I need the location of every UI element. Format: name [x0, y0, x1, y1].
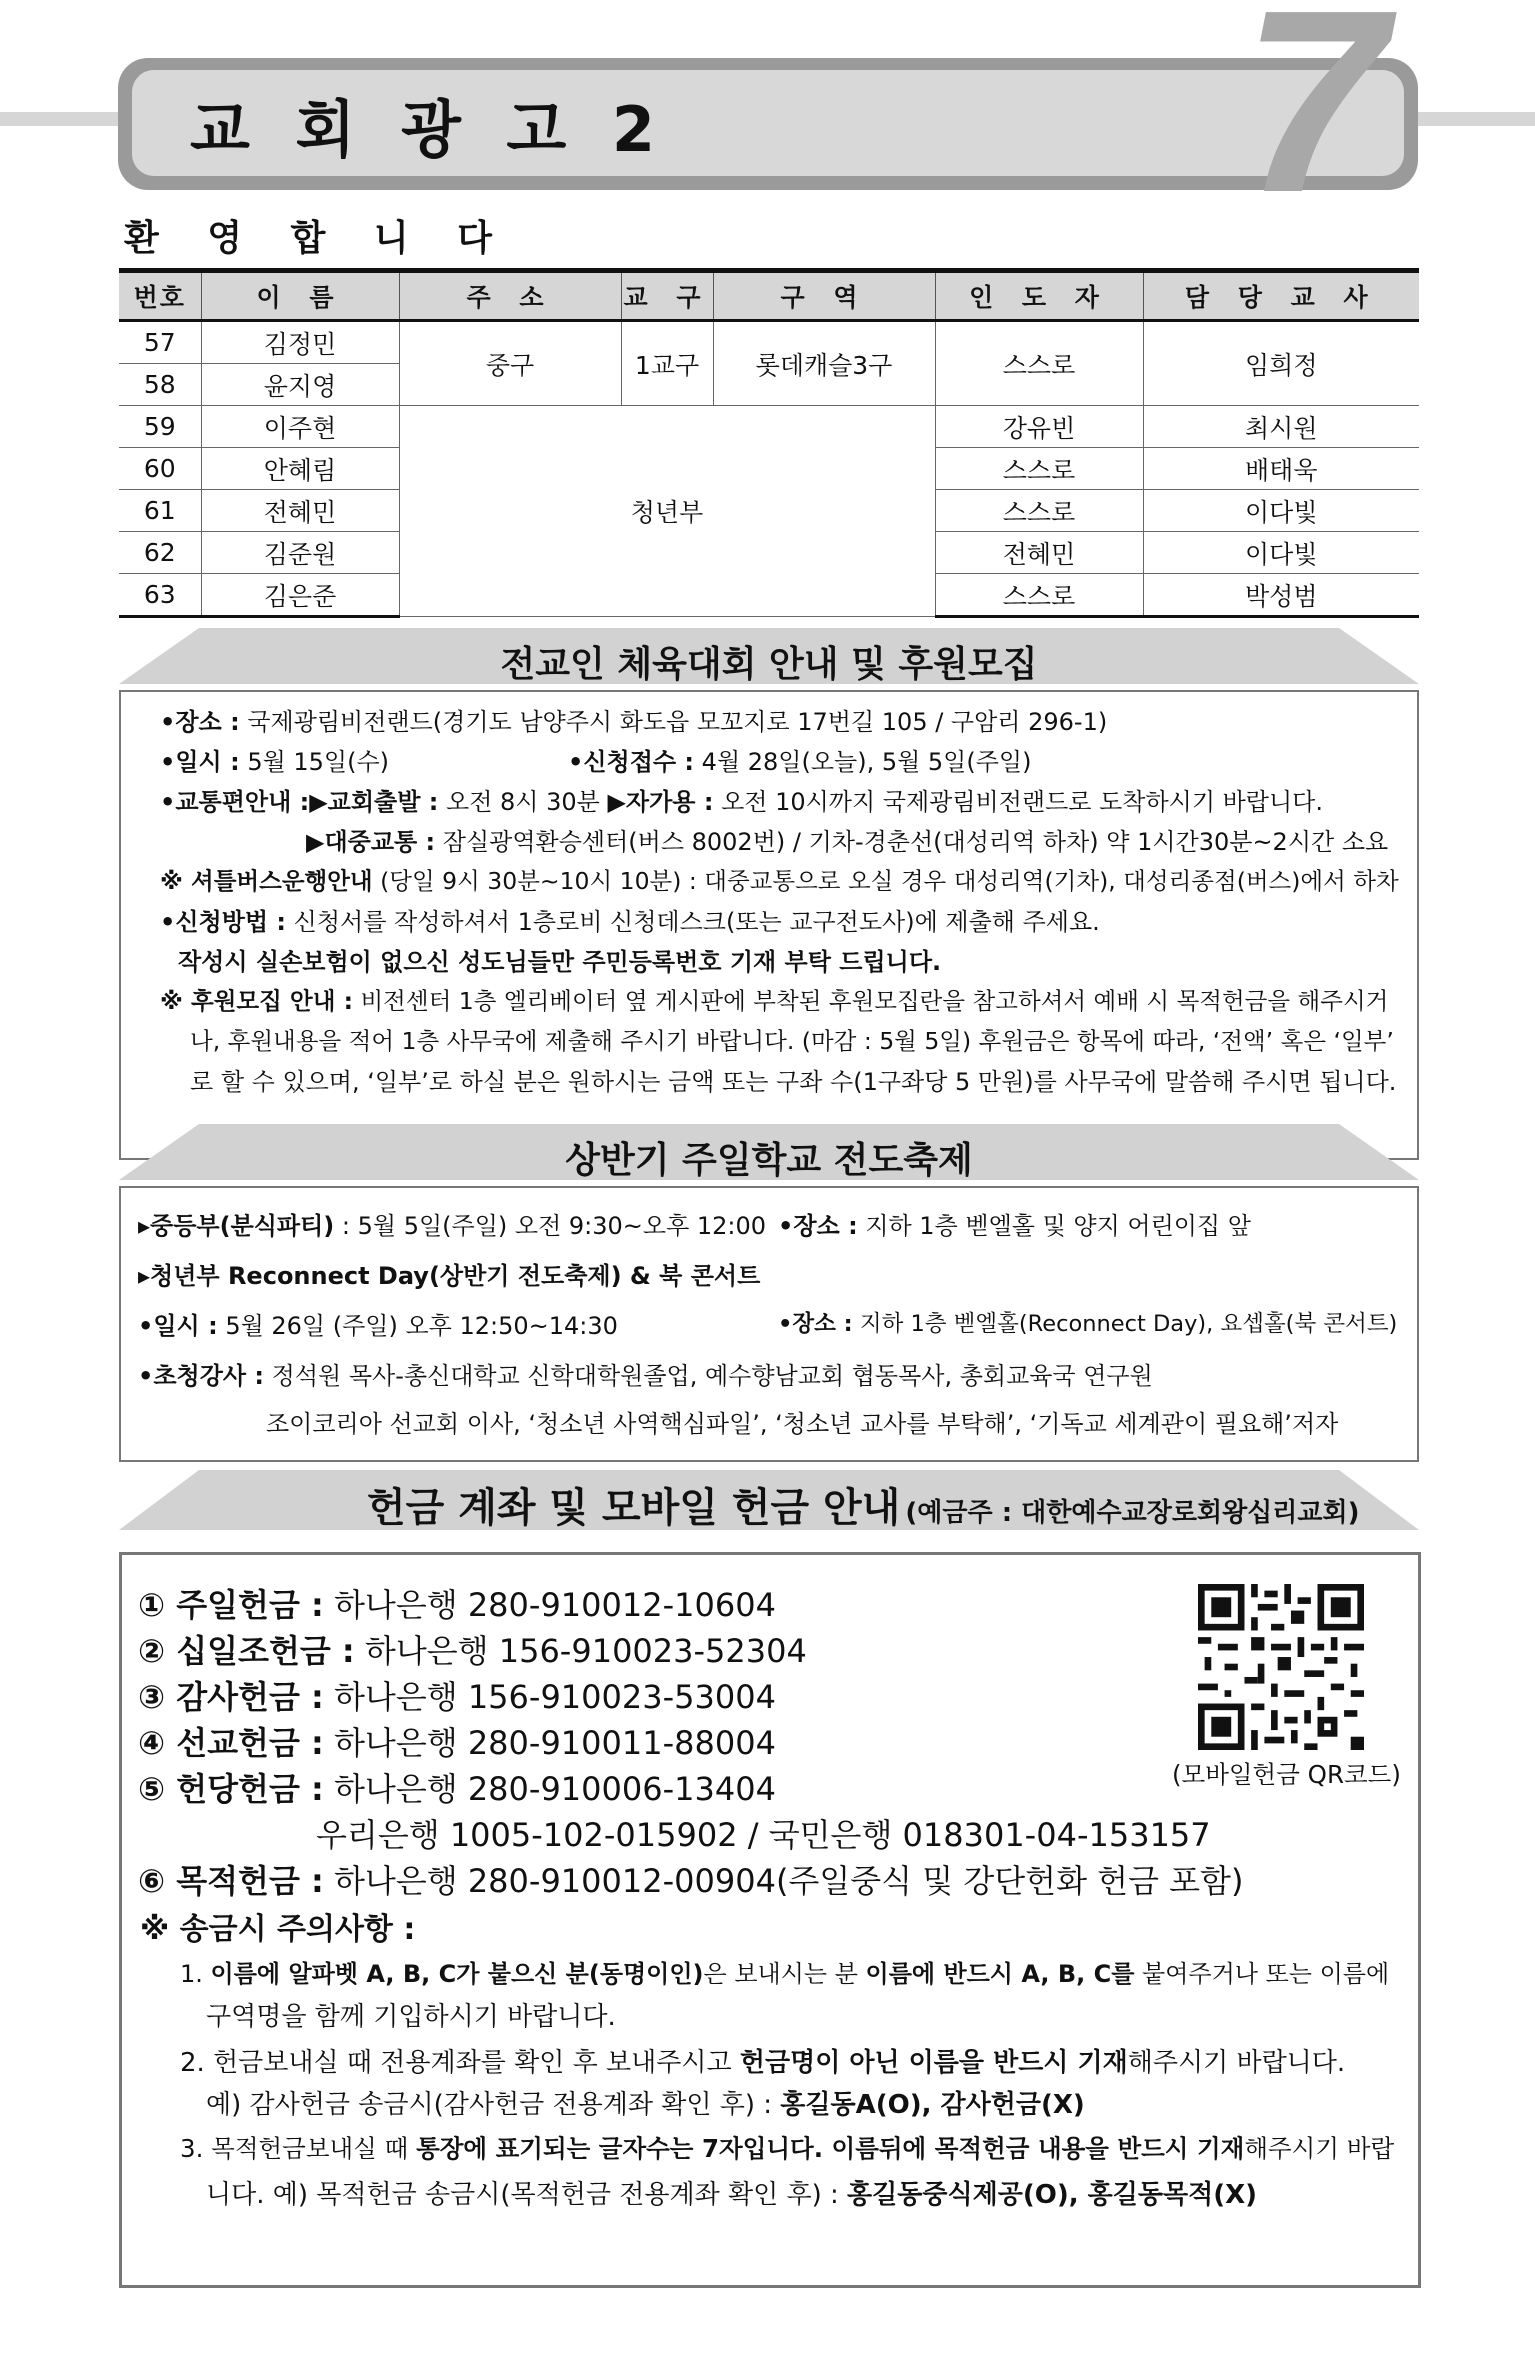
festival-middle — [138, 1206, 766, 1241]
festival-speaker-2: 조이코리아 선교회 이사, ‘청소년 사역핵심파일’, ‘청소년 교사를 부탁해’, ‘기독교 세계관이 필요해’저자 — [266, 1410, 1339, 1438]
col-header: 주 소 — [399, 271, 621, 321]
cell-name: 전혜민 — [201, 490, 399, 532]
value: 정석원 목사-총신대학교 신학대학원졸업, 예수향남교회 협동목사, 총회교육국 연구원 — [271, 1362, 1153, 1390]
cell-youth-group: 청년부 — [399, 406, 935, 617]
label: ② 십일조헌금 : — [138, 1632, 355, 1670]
value: 지하 1층 벧엘홀(Reconnect Day), 요셉홀(북 콘서트) — [859, 1311, 1398, 1337]
sports-donate — [160, 982, 1388, 1016]
value: 잠실광역환승센터(버스 8002번) / 기차-경춘선(대성리역 하차) 약 1시간30분~2시간 소요 — [442, 828, 1389, 856]
value: 하나은행 280-910011-88004 — [334, 1724, 776, 1762]
label: ※ 후원모집 안내 : — [160, 987, 353, 1015]
text: 해주시기 바랍 — [1244, 2134, 1395, 2163]
cell-teacher: 배태욱 — [1143, 448, 1419, 490]
offer-building-extra: 우리은행 1005-102-015902 / 국민은행 018301-04-153157 — [316, 1816, 1211, 1854]
text: 예) 감사헌금 송금시(감사헌금 전용계좌 확인 후) : — [206, 2090, 781, 2120]
cell-no: 61 — [119, 490, 201, 532]
cell-no: 59 — [119, 406, 201, 448]
cell-leader: 스스로 — [935, 448, 1143, 490]
notice-3-cont — [206, 2174, 1257, 2211]
label: ⑥ 목적헌금 : — [138, 1862, 324, 1900]
label: •일시 : — [138, 1312, 218, 1340]
qr-caption: (모바일헌금 QR코드) — [1172, 1760, 1401, 1789]
cell-leader: 전혜민 — [935, 532, 1143, 574]
offer-purpose — [138, 1856, 1243, 1902]
festival-title: 상반기 주일학교 전도축제 — [565, 1140, 973, 1181]
col-header: 인 도 자 — [935, 271, 1143, 321]
label: •신청접수 : — [568, 748, 695, 776]
offering-heading — [367, 1476, 1360, 1533]
cell-address: 중구 — [399, 321, 621, 406]
table-header-row — [119, 271, 1419, 321]
col-header: 교 구 — [621, 271, 713, 321]
value: : 5월 5일(주일) 오전 9:30~오후 12:00 — [341, 1212, 767, 1240]
sports-public — [306, 822, 1388, 857]
cell-no: 57 — [119, 321, 201, 364]
festival-date — [138, 1306, 618, 1341]
value: 5월 26일 (주일) 오후 12:50~14:30 — [225, 1312, 618, 1340]
festival-middle-place — [778, 1206, 1251, 1241]
sports-donate-2: 나, 후원내용을 적어 1층 사무국에 제출해 주시기 바랍니다. (마감 : 5월 5일) 후원금은 항목에 따라, ‘전액’ 혹은 ‘일부’ — [190, 1027, 1394, 1055]
cell-name: 김준원 — [201, 532, 399, 574]
notice-1-cont: 구역명을 함께 기입하시기 바랍니다. — [206, 2002, 616, 2032]
value: 하나은행 280-910012-00904(주일중식 및 강단헌화 헌금 포함) — [334, 1862, 1244, 1900]
offer-mission — [138, 1718, 776, 1764]
sports-donate-3: 로 할 수 있으며, ‘일부’로 하실 분은 원하시는 금액 또는 구좌 수(1구좌당 5 만원)를 사무국에 말씀해 주시면 됩니다. — [190, 1068, 1397, 1096]
notice-2-example — [206, 2084, 1085, 2121]
sports-place — [160, 702, 1107, 737]
cell-name: 김은준 — [201, 574, 399, 617]
label: ▸중등부(분식파티) — [138, 1212, 335, 1240]
value: 하나은행 280-910012-10604 — [334, 1586, 776, 1624]
col-header: 이 름 — [201, 271, 399, 321]
text: 은 보내시는 분 — [703, 1960, 866, 1988]
festival-banner — [119, 1124, 1419, 1180]
label: ① 주일헌금 : — [138, 1586, 324, 1624]
label: •교통편안내 : — [160, 788, 310, 816]
label: •장소 : — [160, 708, 240, 736]
value: 오전 8시 30분 — [446, 788, 600, 816]
sports-transport — [160, 782, 1323, 817]
cell-leader: 스스로 — [935, 574, 1143, 617]
label: ③ 감사헌금 : — [138, 1678, 324, 1716]
label: ▶대중교통 : — [306, 828, 436, 856]
value: 하나은행 156-910023-53004 — [334, 1678, 776, 1716]
sports-date — [160, 742, 389, 777]
notice-title: ※ 송금시 주의사항 : — [140, 1912, 416, 1947]
text-bold: 헌금명이 아닌 이름을 반드시 기재 — [739, 2048, 1128, 2078]
sports-title: 전교인 체육대회 안내 및 후원모집 — [500, 644, 1038, 685]
value: 5월 15일(수) — [247, 748, 390, 776]
value: 신청서를 작성하셔서 1층로비 신청데스크(또는 교구전도사)에 제출해 주세요. — [293, 908, 1100, 936]
cell-teacher: 임희정 — [1143, 321, 1419, 406]
label: ④ 선교헌금 : — [138, 1724, 324, 1762]
text: 니다. 예) 목적헌금 송금시(목적헌금 전용계좌 확인 후) : — [206, 2180, 848, 2210]
text: 1. — [180, 1960, 211, 1988]
text: 3. 목적헌금보내실 때 — [180, 2134, 417, 2163]
sports-method-note: 작성시 실손보험이 없으신 성도님들만 주민등록번호 기재 부탁 드립니다. — [178, 948, 942, 976]
value: 하나은행 280-910006-13404 — [334, 1770, 776, 1808]
notice-1 — [180, 1954, 1389, 1989]
page-title: 교 회 광 고 2 — [190, 93, 668, 166]
label: ▶교회출발 : — [309, 788, 439, 816]
text-bold: 홍길동중식제공(O), 홍길동목적(X) — [847, 2180, 1258, 2210]
festival-place — [778, 1306, 1397, 1338]
page-number: 7 — [1242, 0, 1387, 247]
cell-name: 이주현 — [201, 406, 399, 448]
value: 4월 28일(오늘), 5월 5일(주일) — [701, 748, 1032, 776]
text: 2. 헌금보내실 때 전용계좌를 확인 후 보내주시고 — [180, 2048, 740, 2078]
col-header: 번호 — [119, 271, 201, 321]
cell-teacher: 이다빛 — [1143, 532, 1419, 574]
mobile-offering-qr-code[interactable] — [1198, 1584, 1364, 1750]
sports-method — [160, 902, 1100, 937]
cell-leader: 스스로 — [935, 490, 1143, 532]
value: 하나은행 156-910023-52304 — [364, 1632, 807, 1670]
sports-apply — [568, 742, 1031, 777]
text-bold: 이름에 알파벳 A, B, C가 붙으신 분(동명이인) — [210, 1960, 704, 1988]
offer-sunday — [138, 1580, 776, 1626]
label: ⑤ 헌당헌금 : — [138, 1770, 324, 1808]
welcome-heading: 환 영 합 니 다 — [124, 217, 511, 259]
cell-name: 김정민 — [201, 321, 399, 364]
offer-building — [138, 1764, 776, 1810]
cell-no: 63 — [119, 574, 201, 617]
label: •장소 : — [778, 1311, 853, 1337]
cell-no: 60 — [119, 448, 201, 490]
table-row — [119, 321, 1419, 364]
cell-leader: 스스로 — [935, 321, 1143, 406]
sports-banner — [119, 628, 1419, 684]
text-bold: 홍길동A(O), 감사헌금(X) — [780, 2090, 1085, 2120]
cell-no: 62 — [119, 532, 201, 574]
notice-2 — [180, 2042, 1345, 2079]
text-bold: 이름에 반드시 A, B, C를 — [865, 1960, 1135, 1988]
notice-3 — [180, 2130, 1394, 2165]
sports-shuttle — [160, 862, 1399, 896]
label: •일시 : — [160, 748, 240, 776]
text: 붙여주거나 또는 이름에 — [1134, 1960, 1390, 1988]
col-header: 구 역 — [713, 271, 935, 321]
label: •장소 : — [778, 1212, 858, 1240]
offering-depositor: (예금주 : 대한예수교장로회왕십리교회) — [905, 1498, 1360, 1528]
cell-teacher: 이다빛 — [1143, 490, 1419, 532]
value: 지하 1층 벧엘홀 및 양지 어린이집 앞 — [865, 1212, 1251, 1240]
offer-tithe — [138, 1626, 807, 1672]
text-bold: 통장에 표기되는 글자수는 7자입니다. 이름뒤에 목적헌금 내용을 반드시 기재 — [416, 2134, 1245, 2163]
offering-title: 헌금 계좌 및 모바일 헌금 안내 — [367, 1485, 901, 1531]
cell-name: 안혜림 — [201, 448, 399, 490]
label: ▶자가용 : — [607, 788, 714, 816]
festival-speaker — [138, 1356, 1153, 1391]
label: •신청방법 : — [160, 908, 287, 936]
value: (당일 9시 30분~10시 10분) : 대중교통으로 오실 경우 대성리역(기차), 대성리종점(버스)에서 하차 — [380, 867, 1399, 895]
table-row — [119, 406, 1419, 448]
label: •초청강사 : — [138, 1362, 265, 1390]
cell-district: 롯데캐슬3구 — [713, 321, 935, 406]
value: 국제광림비전랜드(경기도 남양주시 화도읍 모꼬지로 17번길 105 / 구암리 296-1) — [247, 708, 1108, 736]
festival-youth: ▸청년부 Reconnect Day(상반기 전도축제) & 북 콘서트 — [138, 1262, 761, 1290]
offer-thanks — [138, 1672, 776, 1718]
cell-parish: 1교구 — [621, 321, 713, 406]
offering-banner — [119, 1470, 1419, 1530]
label: ※ 셔틀버스운행안내 — [160, 867, 373, 895]
cell-no: 58 — [119, 364, 201, 406]
cell-teacher: 박성범 — [1143, 574, 1419, 617]
cell-leader: 강유빈 — [935, 406, 1143, 448]
value: 오전 10시까지 국제광림비전랜드로 도착하시기 바랍니다. — [721, 788, 1323, 816]
value: 비전센터 1층 엘리베이터 옆 게시판에 부착된 후원모집란을 참고하셔서 예배 시 목적헌금을 해주시거 — [360, 987, 1389, 1015]
newcomer-table — [119, 268, 1419, 618]
cell-teacher: 최시원 — [1143, 406, 1419, 448]
col-header: 담 당 교 사 — [1143, 271, 1419, 321]
cell-name: 윤지영 — [201, 364, 399, 406]
text: 해주시기 바랍니다. — [1127, 2048, 1346, 2078]
